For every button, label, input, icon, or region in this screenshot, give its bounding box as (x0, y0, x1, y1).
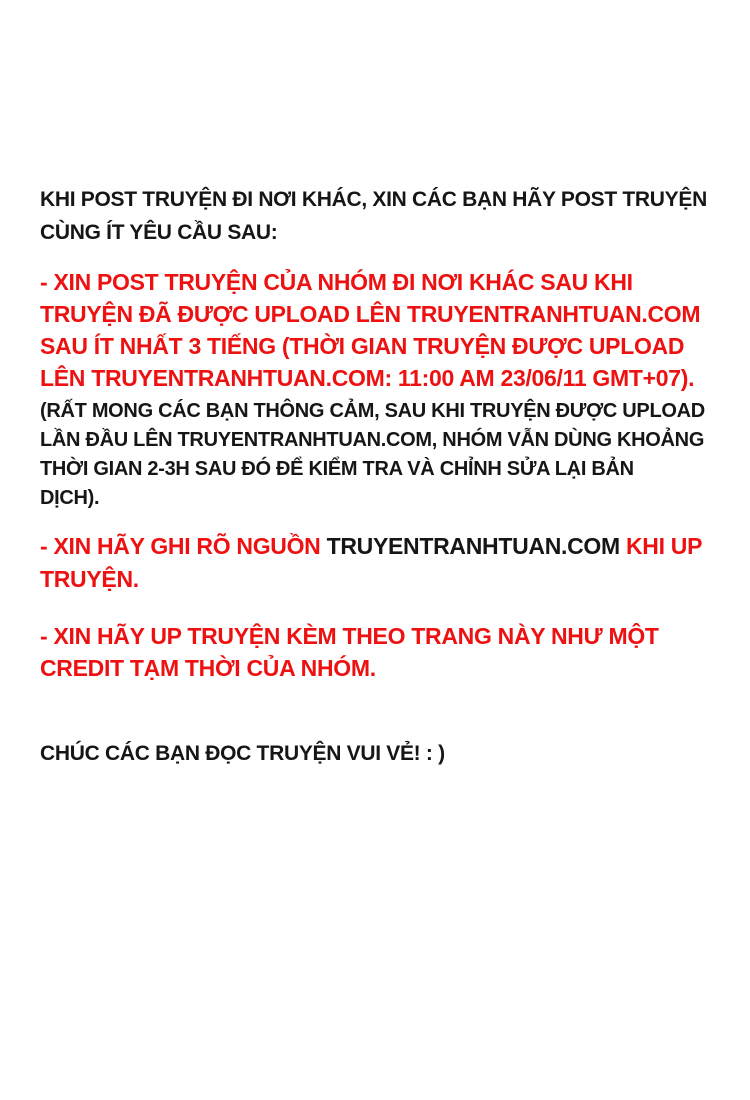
delay-note-line-1: (RẤT MONG CÁC BẠN THÔNG CẢM, SAU KHI TRUYỆN ĐƯỢC UPLOAD (40, 400, 705, 422)
delay-note-paragraph (40, 397, 712, 513)
delay-note-line-4: DỊCH). (40, 487, 100, 509)
delay-note-line-2: LẦN ĐẦU LÊN TRUYENTRANHTUAN.COM, NHÓM VẪN DÙNG KHOẢNG (40, 429, 705, 451)
credit-page (40, 183, 712, 770)
intro-line-2: CÙNG ÍT YÊU CẦU SAU: (40, 221, 278, 244)
rule-credit-source-line-2: TRUYỆN. (40, 566, 139, 592)
rule-repost-delay-line-3: SAU ÍT NHẤT 3 TIẾNG (THỜI GIAN TRUYỆN ĐƯỢC UPLOAD (40, 333, 685, 359)
rule-repost-delay-line-4: LÊN TRUYENTRANHTUAN.COM: 11:00 AM 23/06/11 GMT+07). (40, 365, 695, 391)
rule-credit-page-paragraph (40, 620, 712, 684)
rule-repost-delay-paragraph (40, 266, 712, 394)
rule-credit-page-line-2: CREDIT TẠM THỜI CỦA NHÓM. (40, 655, 376, 681)
rule-repost-delay-line-1: - XIN POST TRUYỆN CỦA NHÓM ĐI NƠI KHÁC SAU KHI (40, 269, 633, 295)
closing-paragraph (40, 737, 712, 770)
delay-note-line-3: THỜI GIAN 2-3H SAU ĐÓ ĐỂ KIỂM TRA VÀ CHỈNH SỬA LẠI BẢN (40, 458, 634, 480)
rule-repost-delay-line-2: TRUYỆN ĐÃ ĐƯỢC UPLOAD LÊN TRUYENTRANHTUAN.COM (40, 301, 701, 327)
intro-line-1: KHI POST TRUYỆN ĐI NƠI KHÁC, XIN CÁC BẠN HÃY POST TRUYỆN (40, 188, 707, 211)
rule-credit-source-paragraph (40, 530, 712, 596)
site-name-text: TRUYENTRANHTUAN.COM (326, 533, 620, 559)
credit-source-suffix: KHI UP (619, 533, 703, 559)
intro-paragraph (40, 183, 712, 249)
closing-line-1: CHÚC CÁC BẠN ĐỌC TRUYỆN VUI VẺ! : ) (40, 742, 445, 765)
rule-credit-page-line-1: - XIN HÃY UP TRUYỆN KÈM THEO TRANG NÀY NHƯ MỘT (40, 623, 659, 649)
rule-credit-source-line-1 (40, 530, 712, 563)
credit-source-prefix: - XIN HÃY GHI RÕ NGUỒN (40, 533, 327, 559)
